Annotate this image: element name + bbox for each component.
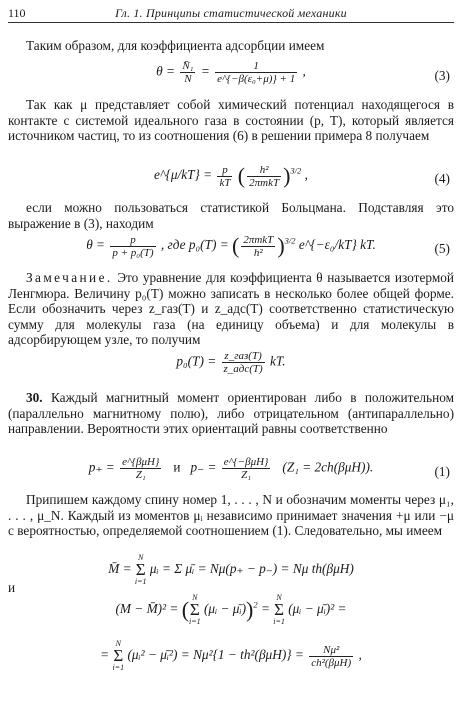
paragraph-1: Таким образом, для коэффициента адсорбции имеем bbox=[26, 38, 325, 53]
equation-1: p₊ = $\frac{\text{e\textasciicircum{}\{βμH\}}}{\text{Z₁}}$ и p₋ = $\frac{\text{e\textasciicircum{}\{−βμH\}}}{\text{Z₁}}$ (Z₁ = 2ch(βμH)). (1) bbox=[88, 456, 450, 481]
and-label: и bbox=[8, 580, 16, 595]
page-number: 110 bbox=[8, 6, 26, 20]
problem-number: 30. bbox=[26, 390, 43, 405]
problem-30-paragraph: 30. Каждый магнитный момент ориентирован либо в положительном (параллельно магнитному полю), либо отрицательном (антипараллельно) направлении. Вероятности этих ориентаций равны соответственно bbox=[8, 390, 455, 437]
running-title: Гл. 1. Принципы статистической механики bbox=[115, 6, 347, 20]
page-header bbox=[8, 6, 454, 23]
equation-p0: p₀(T) = $\frac{\text{z\_газ(T)}}{\text{z\_адс(T)}}$ kT. bbox=[176, 350, 286, 375]
equation-variance-2: = N Σ i=1 (μᵢ² − μ̄ᵢ²) = Nμ²{1 − th²(βμH)} = $\frac{\text{Nμ²}}{\text{ch²(βμH)}}$ , bbox=[100, 639, 362, 672]
paragraph-2: Так как μ представляет собой химический потенциал находящегося в контакте с системой идеального газа в состоянии (p, T), который является источником частиц, то из соотношения (6) в решении примера 8 получаем bbox=[8, 97, 454, 144]
paragraph-3: если можно пользоваться статистикой Больцмана. Подставляя это выражение в (3), находим bbox=[8, 200, 454, 231]
equation-number: (3) bbox=[434, 68, 450, 83]
remark-heading: Замечание. bbox=[26, 270, 113, 285]
remark-paragraph: Замечание. Это уравнение для коэффициента θ называется изотермой Ленгмюра. Величину p₀(T) можно записать в несколько более общей форме. Если обозначить через z_газ(T) и z_адс(T) соответственно статистическую сумму для молекулы газа (на единицу объема) и для молекулы в адсорбирующем узле, то получим bbox=[8, 270, 454, 348]
equation-variance-1: (M − M̄)² = ( N Σ i=1 (μᵢ − μ̄ᵢ))$^2$ = N Σ i=1 (μᵢ − μ̄ᵢ)² = bbox=[115, 593, 347, 626]
equation-4: e^{μ/kT} = $\frac{p}{kT}$ ( $\frac{\text{h²}}{\text{2πmkT}}$ )$^{3/2}$ , (4) bbox=[154, 163, 450, 189]
paragraph-5: Припишем каждому спину номер 1, . . . , N и обозначим моменты через μ₁, . . . , μ_N. Каждый из моментов μᵢ независимо принимает значения +μ или −μ с вероятностью, определяемой соотношением (1). Следовательно, мы имеем bbox=[8, 492, 454, 539]
equation-3: θ = $\frac{\text{N̄₁}}{N}$ = $\frac{1}{\text{e\textasciicircum{}\{−β(ε₀+μ)\} + 1}}$ , (3) bbox=[156, 60, 450, 85]
equation-mean-m: M̄ = N Σ i=1 μᵢ = Σ μ̄ᵢ = Nμ(p₊ − p₋) = Nμ th(βμH) bbox=[108, 553, 354, 586]
equation-5: θ = $\frac{p}{\text{p + p₀(T)}}$ , где p₀(T) = ( $\frac{\text{2πmkT}}{\text{h²}}$ )$^{3/2}$ e^{−ε₀/kT} kT. (5) bbox=[86, 233, 450, 259]
